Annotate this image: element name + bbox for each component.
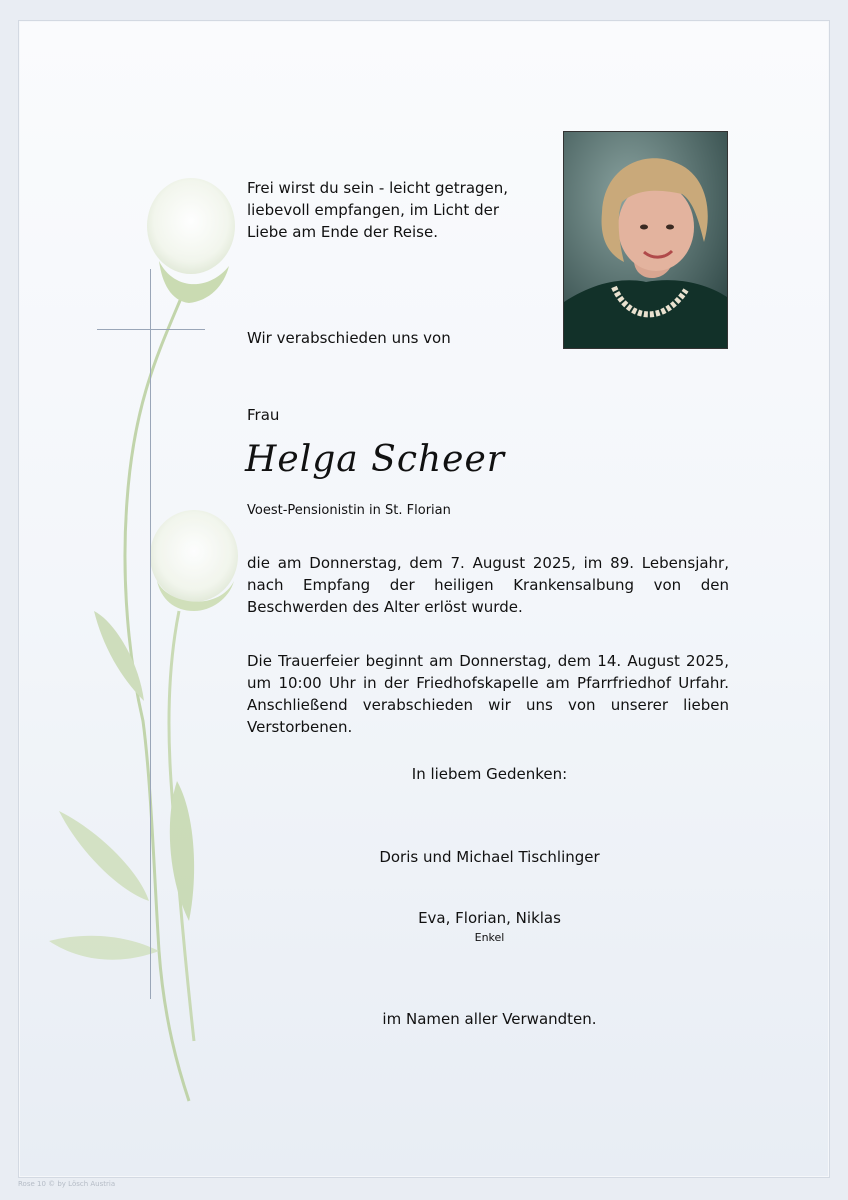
cross-horizontal-line	[97, 329, 205, 330]
memory-line: In liebem Gedenken:	[411, 765, 568, 783]
death-paragraph: die am Donnerstag, dem 7. August 2025, im 89. Lebensjahr, nach Empfang der heiligen Krankensalbung von den Beschwerden des Alter erlöst wurde.	[247, 554, 729, 616]
family-line-1: Doris und Michael Tischlinger	[379, 848, 600, 866]
cross-vertical-line	[150, 269, 151, 999]
deceased-role: Voest-Pensionistin in St. Florian	[247, 503, 451, 518]
salutation: Frau	[247, 406, 280, 424]
poem	[247, 177, 547, 243]
footer-credit: Rose 10 © by Lösch Austria	[18, 1180, 116, 1188]
family-line-2: Eva, Florian, Niklas	[418, 909, 561, 927]
portrait-photo	[563, 131, 728, 349]
obituary-card	[18, 20, 830, 1178]
poem-line: Liebe am Ende der Reise.	[247, 223, 438, 241]
white-rose-illustration	[19, 21, 279, 1177]
closing-line: im Namen aller Verwandten.	[382, 1010, 597, 1028]
deceased-name: Helga Scheer	[245, 439, 505, 480]
funeral-paragraph: Die Trauerfeier beginnt am Donnerstag, dem 14. August 2025, um 10:00 Uhr in der Friedhofskapelle am Pfarrfriedhof Urfahr. Anschließend verabschieden wir uns von unserer lieben Verstorbenen.	[247, 652, 729, 736]
poem-line: liebevoll empfangen, im Licht der	[247, 201, 499, 219]
intro-text: Wir verabschieden uns von	[247, 329, 451, 347]
poem-line: Frei wirst du sein - leicht getragen,	[247, 179, 509, 197]
family-line-2-role: Enkel	[474, 931, 505, 944]
